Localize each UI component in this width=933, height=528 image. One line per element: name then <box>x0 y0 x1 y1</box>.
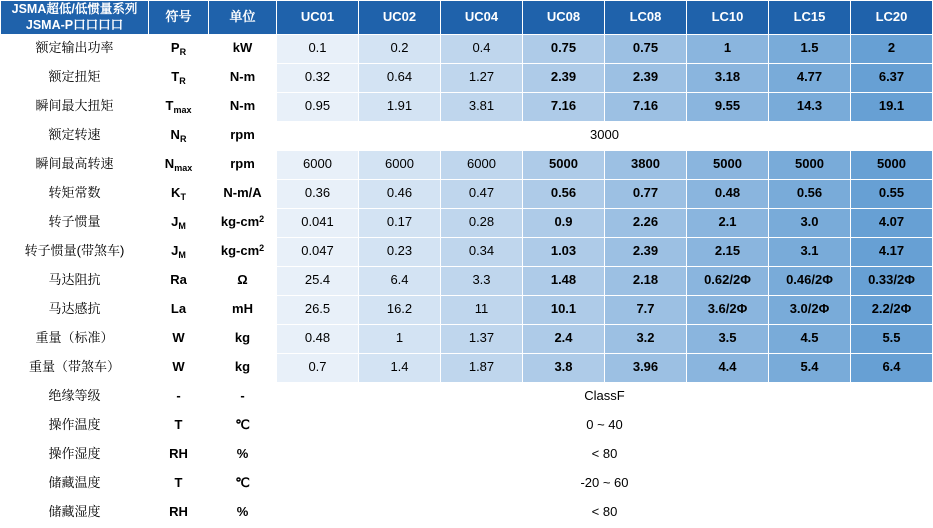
cell-UC04: 0.34 <box>441 237 523 266</box>
cell-LC08: 7.7 <box>605 295 687 324</box>
table-row <box>1 150 933 179</box>
header-row <box>1 1 933 35</box>
row-label: 重量（标准） <box>1 324 149 353</box>
cell-UC08: 0.75 <box>523 34 605 63</box>
table-row <box>1 382 933 411</box>
cell-LC08: 2.18 <box>605 266 687 295</box>
row-unit: % <box>209 440 277 469</box>
series-title-line1: JSMA超低/低惯量系列 <box>11 2 138 16</box>
column-header-model-3: UC08 <box>523 1 605 35</box>
row-symbol: T <box>149 411 209 440</box>
row-unit: ℃ <box>209 469 277 498</box>
row-label: 操作温度 <box>1 411 149 440</box>
cell-LC15: 3.0 <box>769 208 851 237</box>
row-symbol: T <box>149 469 209 498</box>
column-header-model-6: LC15 <box>769 1 851 35</box>
series-title-line2: JSMA-P口口口口 <box>25 18 124 33</box>
series-title-cell <box>1 1 149 35</box>
cell-LC15: 5000 <box>769 150 851 179</box>
cell-LC20: 5000 <box>851 150 933 179</box>
table-header <box>1 1 933 35</box>
row-unit: kW <box>209 34 277 63</box>
cell-UC02: 0.17 <box>359 208 441 237</box>
row-symbol: Ra <box>149 266 209 295</box>
cell-LC20: 6.4 <box>851 353 933 382</box>
row-unit: $kg-cm^2$ <box>209 208 277 237</box>
cell-LC15: 4.77 <box>769 63 851 92</box>
column-header-symbol: 符号 <box>149 1 209 35</box>
row-label: 操作湿度 <box>1 440 149 469</box>
cell-LC08: 2.39 <box>605 237 687 266</box>
cell-LC10: 9.55 <box>687 92 769 121</box>
cell-LC08: 3.96 <box>605 353 687 382</box>
cell-UC01: 0.48 <box>277 324 359 353</box>
cell-UC01: 0.047 <box>277 237 359 266</box>
cell-UC02: 0.23 <box>359 237 441 266</box>
cell-LC15: 3.0/2Φ <box>769 295 851 324</box>
cell-UC02: 1.4 <box>359 353 441 382</box>
table-row <box>1 179 933 208</box>
row-unit: kg <box>209 324 277 353</box>
cell-UC08: 2.4 <box>523 324 605 353</box>
row-symbol: $T_{max}$ <box>149 92 209 121</box>
cell-UC08: 1.03 <box>523 237 605 266</box>
cell-UC01: 6000 <box>277 150 359 179</box>
cell-UC04: 1.87 <box>441 353 523 382</box>
cell-LC08: 2.39 <box>605 63 687 92</box>
cell-UC01: 26.5 <box>277 295 359 324</box>
cell-UC01: 0.36 <box>277 179 359 208</box>
cell-LC20: 5.5 <box>851 324 933 353</box>
row-label: 转子惯量(带煞车) <box>1 237 149 266</box>
row-label: 储藏湿度 <box>1 498 149 527</box>
row-symbol: W <box>149 324 209 353</box>
table-row <box>1 498 933 527</box>
cell-UC01: 0.1 <box>277 34 359 63</box>
row-label: 马达阻抗 <box>1 266 149 295</box>
cell-LC08: 0.77 <box>605 179 687 208</box>
row-unit: $kg-cm^2$ <box>209 237 277 266</box>
row-unit: N-m/A <box>209 179 277 208</box>
row-label: 额定转速 <box>1 121 149 150</box>
row-symbol: $J_M$ <box>149 208 209 237</box>
table-row <box>1 266 933 295</box>
row-label: 马达感抗 <box>1 295 149 324</box>
row-label: 额定输出功率 <box>1 34 149 63</box>
cell-UC08: 0.9 <box>523 208 605 237</box>
row-value-all-models: 3000 <box>277 121 933 150</box>
cell-UC08: 7.16 <box>523 92 605 121</box>
table-row <box>1 63 933 92</box>
cell-UC08: 3.8 <box>523 353 605 382</box>
row-unit: mH <box>209 295 277 324</box>
row-value-all-models: < 80 <box>277 440 933 469</box>
cell-LC15: 4.5 <box>769 324 851 353</box>
cell-UC04: 11 <box>441 295 523 324</box>
cell-UC02: 6.4 <box>359 266 441 295</box>
cell-LC15: 14.3 <box>769 92 851 121</box>
cell-UC02: 0.46 <box>359 179 441 208</box>
table-row <box>1 237 933 266</box>
cell-LC10: 3.6/2Φ <box>687 295 769 324</box>
table-row <box>1 295 933 324</box>
row-unit: N-m <box>209 92 277 121</box>
cell-UC02: 6000 <box>359 150 441 179</box>
row-unit: kg <box>209 353 277 382</box>
cell-LC20: 0.33/2Φ <box>851 266 933 295</box>
row-value-all-models: ClassF <box>277 382 933 411</box>
cell-LC10: 2.15 <box>687 237 769 266</box>
row-unit: Ω <box>209 266 277 295</box>
cell-LC15: 3.1 <box>769 237 851 266</box>
row-symbol: La <box>149 295 209 324</box>
cell-UC01: 0.32 <box>277 63 359 92</box>
row-unit: % <box>209 498 277 527</box>
cell-UC08: 10.1 <box>523 295 605 324</box>
cell-LC10: 3.5 <box>687 324 769 353</box>
row-value-all-models: < 80 <box>277 498 933 527</box>
cell-LC08: 7.16 <box>605 92 687 121</box>
cell-UC01: 25.4 <box>277 266 359 295</box>
cell-UC08: 0.56 <box>523 179 605 208</box>
cell-LC20: 2 <box>851 34 933 63</box>
cell-LC15: 0.56 <box>769 179 851 208</box>
row-label: 转子惯量 <box>1 208 149 237</box>
cell-UC04: 1.27 <box>441 63 523 92</box>
cell-LC15: 1.5 <box>769 34 851 63</box>
cell-LC10: 0.62/2Φ <box>687 266 769 295</box>
cell-LC08: 0.75 <box>605 34 687 63</box>
row-label: 绝缘等级 <box>1 382 149 411</box>
row-symbol: $T_R$ <box>149 63 209 92</box>
cell-UC02: 1.91 <box>359 92 441 121</box>
cell-UC04: 0.4 <box>441 34 523 63</box>
cell-LC08: 2.26 <box>605 208 687 237</box>
cell-LC20: 4.07 <box>851 208 933 237</box>
row-symbol: $J_M$ <box>149 237 209 266</box>
cell-UC01: 0.7 <box>277 353 359 382</box>
cell-UC02: 1 <box>359 324 441 353</box>
table-row <box>1 353 933 382</box>
cell-LC10: 2.1 <box>687 208 769 237</box>
cell-UC04: 1.37 <box>441 324 523 353</box>
cell-UC04: 6000 <box>441 150 523 179</box>
row-unit: rpm <box>209 121 277 150</box>
table-body <box>1 34 933 527</box>
column-header-model-4: LC08 <box>605 1 687 35</box>
row-label: 额定扭矩 <box>1 63 149 92</box>
cell-LC20: 4.17 <box>851 237 933 266</box>
cell-LC10: 5000 <box>687 150 769 179</box>
cell-UC08: 2.39 <box>523 63 605 92</box>
column-header-model-0: UC01 <box>277 1 359 35</box>
cell-UC01: 0.041 <box>277 208 359 237</box>
row-label: 转矩常数 <box>1 179 149 208</box>
cell-LC08: 3.2 <box>605 324 687 353</box>
cell-LC10: 0.48 <box>687 179 769 208</box>
cell-LC15: 0.46/2Φ <box>769 266 851 295</box>
cell-UC02: 16.2 <box>359 295 441 324</box>
row-symbol: $K_T$ <box>149 179 209 208</box>
row-symbol: $N_R$ <box>149 121 209 150</box>
row-unit: ℃ <box>209 411 277 440</box>
table-row <box>1 92 933 121</box>
column-header-model-2: UC04 <box>441 1 523 35</box>
cell-UC08: 5000 <box>523 150 605 179</box>
cell-LC10: 3.18 <box>687 63 769 92</box>
cell-LC08: 3800 <box>605 150 687 179</box>
cell-UC08: 1.48 <box>523 266 605 295</box>
cell-UC04: 0.47 <box>441 179 523 208</box>
table-row <box>1 324 933 353</box>
table-row <box>1 34 933 63</box>
row-symbol: $P_R$ <box>149 34 209 63</box>
row-symbol: W <box>149 353 209 382</box>
column-header-model-5: LC10 <box>687 1 769 35</box>
row-label: 瞬间最高转速 <box>1 150 149 179</box>
column-header-unit: 单位 <box>209 1 277 35</box>
row-label: 重量（带煞车） <box>1 353 149 382</box>
cell-UC01: 0.95 <box>277 92 359 121</box>
table-row <box>1 440 933 469</box>
cell-LC20: 2.2/2Φ <box>851 295 933 324</box>
row-unit: N-m <box>209 63 277 92</box>
row-symbol: - <box>149 382 209 411</box>
row-unit: rpm <box>209 150 277 179</box>
row-label: 瞬间最大扭矩 <box>1 92 149 121</box>
column-header-model-1: UC02 <box>359 1 441 35</box>
cell-LC20: 0.55 <box>851 179 933 208</box>
row-value-all-models: -20 ~ 60 <box>277 469 933 498</box>
column-header-model-7: LC20 <box>851 1 933 35</box>
cell-UC04: 0.28 <box>441 208 523 237</box>
cell-UC04: 3.3 <box>441 266 523 295</box>
table-row <box>1 469 933 498</box>
cell-UC04: 3.81 <box>441 92 523 121</box>
cell-LC20: 19.1 <box>851 92 933 121</box>
row-symbol: $N_{max}$ <box>149 150 209 179</box>
cell-UC02: 0.64 <box>359 63 441 92</box>
cell-LC20: 6.37 <box>851 63 933 92</box>
table-row <box>1 411 933 440</box>
row-unit: - <box>209 382 277 411</box>
cell-LC15: 5.4 <box>769 353 851 382</box>
table-row <box>1 121 933 150</box>
row-symbol: RH <box>149 498 209 527</box>
cell-LC10: 1 <box>687 34 769 63</box>
cell-UC02: 0.2 <box>359 34 441 63</box>
row-symbol: RH <box>149 440 209 469</box>
row-label: 储藏温度 <box>1 469 149 498</box>
row-value-all-models: 0 ~ 40 <box>277 411 933 440</box>
table-row <box>1 208 933 237</box>
cell-LC10: 4.4 <box>687 353 769 382</box>
